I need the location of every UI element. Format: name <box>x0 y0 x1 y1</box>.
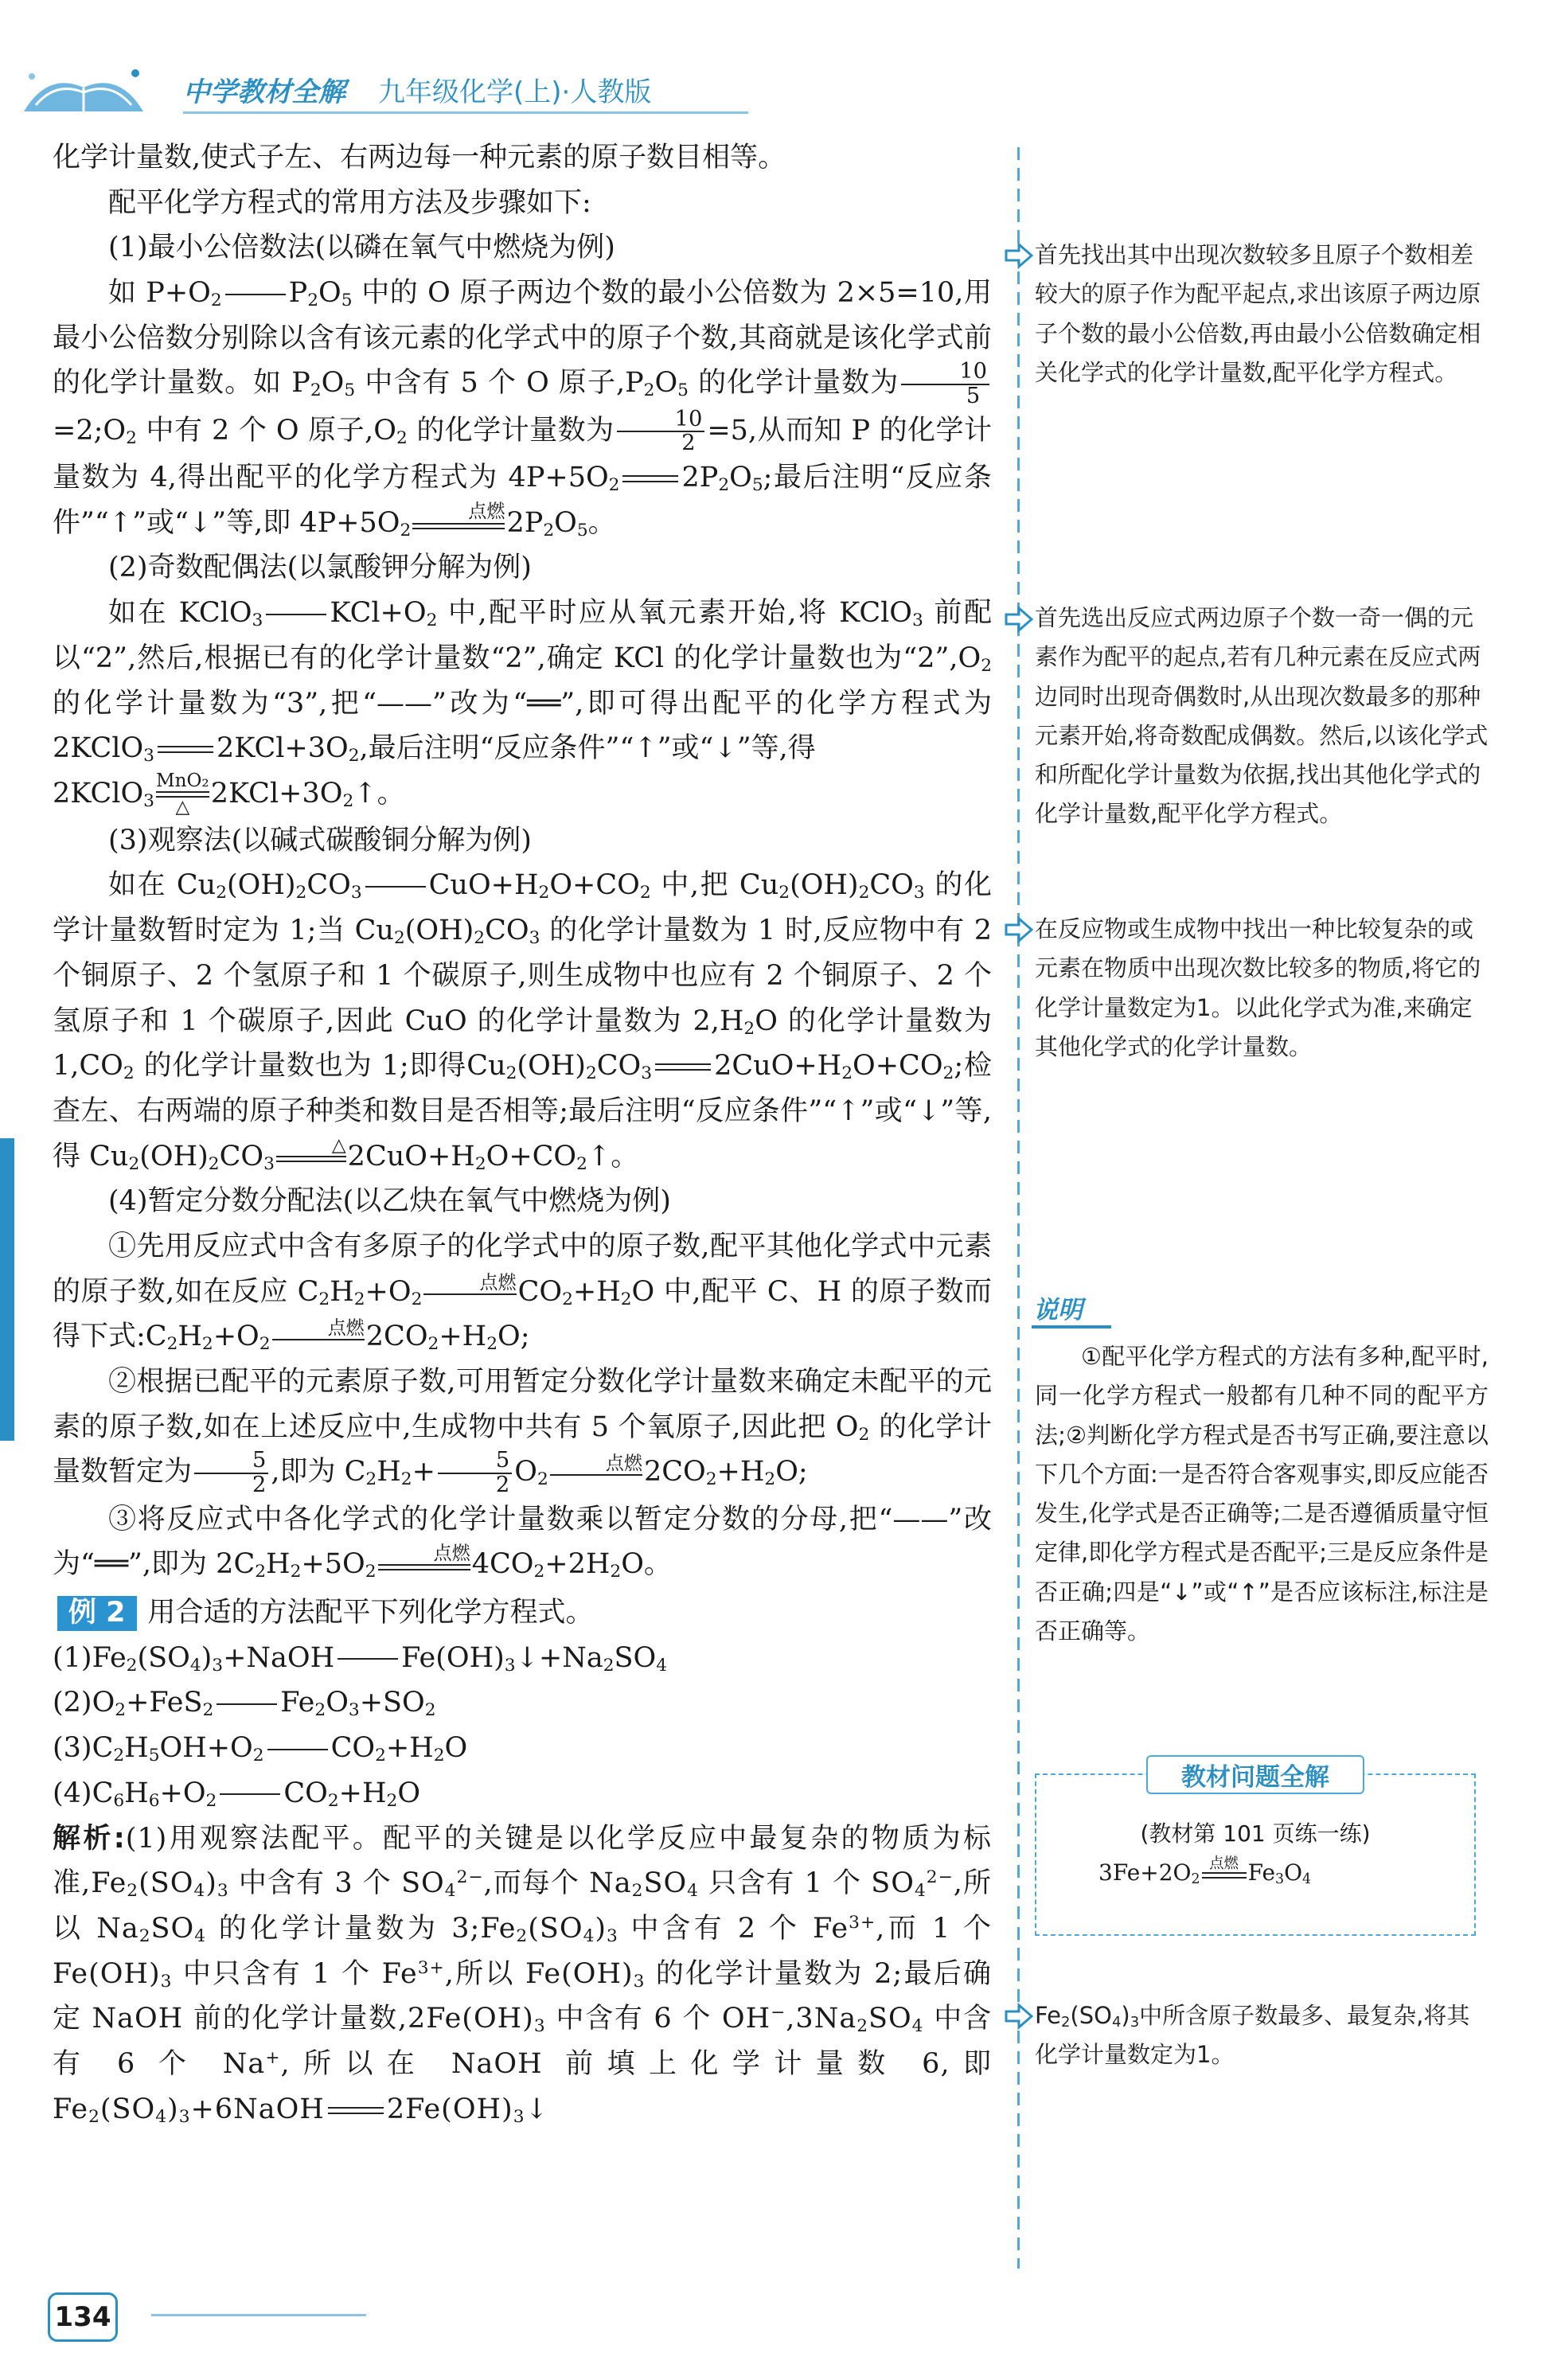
header-rule <box>183 111 748 114</box>
condition-label: △ <box>175 797 190 818</box>
arrow-right-icon <box>1005 915 1033 944</box>
method-title: (1)最小公倍数法(以磷在氧气中燃烧为例) <box>108 232 615 264</box>
arrow-right-icon <box>1005 605 1033 634</box>
paragraph: 如 $P+O_2$ $P_2O_5$ 中的 O 原子两边个数的最小公倍数为 2×5=10,用最小公倍数分别除以含有该元素的化学式中的原子个数,其商就是该化学式前的化学计量数。如 $P_2O_5$ 中含有 5 个 O 原子$,P_2O_5$ 的化学计量数为 $\frac{10}{5}$ $=2;O_2$ 中有 2 个 O 原子$,O_2$ 的化学计量数为 $\frac{10}{2}$ =5,从而知 P 的化学计量数为 4,得出配平的化学方程式为 $4P+5O_2$ $2P_2O_5$;最后注明“反应条件”“↑”或“↓”等,即 $4P+5O_2$ 点燃 $2P_2O_5$。 <box>53 277 992 540</box>
paragraph: ③将反应式中各化学式的化学计量数乘以暂定分数的分母,把“——”改为“══”,即为 $2C_2H_2+5O_2$ 点燃 $4CO_2+2H_2O$。 <box>53 1503 992 1582</box>
paragraph: ②根据已配平的元素原子数,可用暂定分数化学计量数来确定未配平的元素的原子数,如在上述反应中,生成物中共有 5 个氧原子,因此把 $O_2$ 的化学计量数暂定为 $\frac{5}{2}$ ,即为 $C_2H_2+$ $\frac{5}{2}$ $O_2$ 点燃 $2CO_2+H_2O$; <box>53 1366 992 1498</box>
example-label: 例 2 <box>57 1596 137 1631</box>
paragraph: ①先用反应式中含有多原子的化学式中的原子数,配平其他化学式中元素的原子数,如在反应 $C_2H_2+O_2$ 点燃 $CO_2+H_2O$ 中,配平 C、H 的原子数而得下式$:C_2H_2+O_2$ 点燃 $2CO_2+H_2O$; <box>53 1230 992 1355</box>
book-logo-icon <box>16 56 151 119</box>
paragraph: 如在 $Cu_2(OH)_2CO_3$ $CuO+H_2O+CO_2$ 中,把 $Cu_2(OH)_2CO_3$ 的化学计量数暂时定为 1;当 $Cu_2(OH)_2CO_3$ 的化学计量数为 1 时,反应物中有 2 个铜原子、2 个氢原子和 1 个碳原子,则生成物中也应有 2 个铜原子、2 个氢原子和 1 个碳原子,因此 CuO 的化学计量数为 $2,H_2O$ 的化学计量数为 $1,CO_2$ 的化学计量数也为 1;即得$Cu_2(OH)_2CO_3$ $2CuO+H_2O+CO_2$;检查左、右两端的原子种类和数目是否相等;最后注明“反应条件”“↑”或“↓”等,得 $Cu_2(OH)_2CO_3$ △ $2CuO+H_2O+CO_2↑$。 <box>53 869 992 1174</box>
arrow-right-icon <box>1005 241 1033 270</box>
equation: 2KClO$_3$ MnO₂ △ $2KCl+3O_2↑$。 <box>53 770 405 818</box>
textbook-reference: (教材第 101 页练一练) <box>1140 1820 1371 1847</box>
paragraph: 配平化学方程式的常用方法及步骤如下: <box>108 186 591 219</box>
textbook-answer-box <box>1035 1773 1476 1936</box>
side-note: $Fe_2(SO_4)_3$中所含原子数最多、最复杂,将其化学计量数定为1。 <box>1035 2002 1470 2069</box>
side-note: 首先找出其中出现次数较多且原子个数相差较大的原子作为配平起点,求出该原子两边原子个数的最小公倍数,再由最小公倍数确定相关化学式的化学计量数,配平化学方程式。 <box>1035 241 1481 386</box>
method-title: (3)观察法(以碱式碳酸铜分解为例) <box>108 824 532 856</box>
paragraph: 化学计量数,使式子左、右两边每一种元素的原子数目相等。 <box>53 142 786 174</box>
method-title: (2)奇数配偶法(以氯酸钾分解为例) <box>108 552 532 584</box>
side-tab <box>0 1138 14 1441</box>
textbook-equation: $3Fe+2O_2$ 点燃 $Fe_3O_4$ <box>1098 1855 1312 1887</box>
side-note: 首先选出反应式两边原子个数一奇一偶的元素作为配平的起点,若有几种元素在反应式两边同时出现奇偶数时,从出现次数最多的那种元素开始,将奇数配成偶数。然后,以该化学式和所配化学计量数为依据,找出其他化学式的化学计量数,配平化学方程式。 <box>1035 604 1489 828</box>
example-heading <box>53 1590 992 1636</box>
example-item: $(2)O_2+FeS_2$ $Fe_2O_3+SO_2$ <box>53 1687 436 1721</box>
side-note: 在反应物或生成物中找出一种比较复杂的或元素在物质中出现次数比较多的物质,将它的化学计量数定为1。以此化学式为准,来确定其他化学式的化学计量数。 <box>1035 915 1481 1060</box>
analysis-label: 解析: <box>53 1822 126 1855</box>
example-item: $(1)Fe_2(SO_4)_3+NaOH$ $Fe(OH)_3↓+Na_2SO_4$ <box>53 1641 668 1676</box>
page-number: 134 <box>48 2292 118 2342</box>
side-note-text: 中所含原子数最多、最复杂,将其化学计量数定为1。 <box>1035 2002 1470 2069</box>
example-item: $(4)C_6H_6+O_2$ $CO_2+H_2O$ <box>53 1777 421 1811</box>
arrow-right-icon <box>1005 2002 1033 2031</box>
method-title: (4)暂定分数分配法(以乙炔在氧气中燃烧为例) <box>108 1185 671 1218</box>
page-header <box>0 0 1553 127</box>
paragraph: 如在 KClO$_3$ $KCl+O_2$ 中,配平时应从氧元素开始,将 KClO$_3$ 前配以“2”,然后,根据已有的化学计量数“2”,确定 KCl 的化学计量数也为“$2”,O_2$ 的化学计量数为“3”,把“——”改为“══”,即可得出配平的化学方程式为 2KClO$_3$ $2KCl+3O_2$,最后注明“反应条件”“↑”或“↓”等,得 <box>53 597 992 766</box>
condition-label: 点燃 <box>479 1273 517 1294</box>
explanation-title: 说明 <box>1033 1296 1083 1325</box>
condition-label: 点燃 <box>605 1453 642 1474</box>
condition-label: MnO₂ <box>155 770 209 791</box>
explanation-text: ①配平化学方程式的方法有多种,配平时,同一化学方程式一般都有几种不同的配平方法;②判断化学方程式是否书写正确,要注意以下几个方面:一是否符合客观事实,即反应能否发生,化学式是否正确等;二是否遵循质量守恒定律,即化学方程式是否配平;三是反应条件是否正确;四是“↓”或“↑”是否应该标注,标注是否正确等。 <box>1035 1343 1489 1645</box>
book-subtitle: 九年级化学(上)·人教版 <box>378 76 652 108</box>
condition-label: 点燃 <box>468 501 505 523</box>
example-prompt: 用合适的方法配平下列化学方程式。 <box>147 1597 594 1629</box>
example-item: $(3)C_2H_5OH+O_2$ $CO_2+H_2O$ <box>53 1732 468 1765</box>
explanation-underline <box>1032 1325 1111 1329</box>
textbook-answer-title: 教材问题全解 <box>1146 1755 1364 1794</box>
book-title: 中学教材全解 <box>183 76 345 108</box>
condition-label: 点燃 <box>327 1317 365 1339</box>
main-text <box>53 135 992 2132</box>
footer-rule <box>151 2314 366 2316</box>
condition-label: △ <box>331 1135 346 1156</box>
column-separator <box>1017 147 1020 2269</box>
analysis: 解析:(1)用观察法配平。配平的关键是以化学反应中最复杂的物质为标准$,Fe_2(SO_4)_3$ 中含有 3 个 $SO_4^{2-}$,而每个 $Na_2SO_4$ 只含有 1 个 $SO_4^{2-}$,所以 $Na_2SO_4$ 的化学计量数为 $3;Fe_2(SO_4)_3$ 中含有 2 个 $Fe^{3+}$,而 1 个 $Fe(OH)_3$ 中只含有 1 个 $Fe^{3+}$,所以 $Fe(OH)_3$ 的化学计量数为 2;最后确定 NaOH 前的化学计量数$,2Fe(OH)_3$ 中含有 6 个 $OH^-,3Na_2SO_4$ 中含有 6 个 Na+,所以在 NaOH 前填上化学计量数 6,即 $Fe_2(SO_4)_3+6NaOH$ $2Fe(OH)_3↓$ <box>53 1822 993 2127</box>
condition-label: 点燃 <box>1209 1855 1239 1872</box>
condition-label: 点燃 <box>433 1543 470 1564</box>
